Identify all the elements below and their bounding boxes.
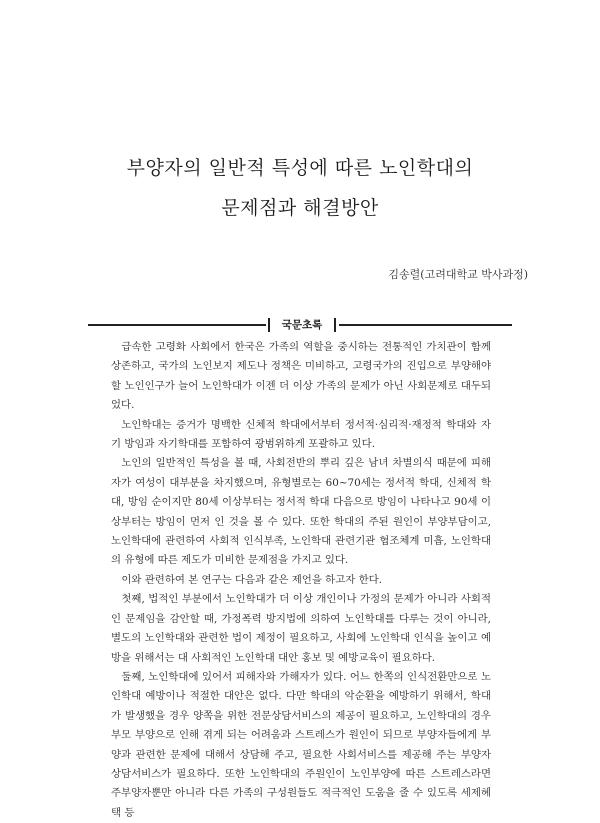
abstract-body xyxy=(111,338,491,823)
abstract-paragraph-1: 급속한 고령화 사회에서 한국은 가족의 역할을 중시하는 전통적인 가치관이 함께 상존하고, 국가의 노인보지 제도나 정책은 미비하고, 고령국가의 진입으로 부양해야 할 노인인구가 늘어 노인학대가 이젠 더 이상 가족의 문제가 아닌 사회문제로 대두되었다. xyxy=(111,341,491,412)
abstract-paragraph-6: 둘째, 노인학대에 있어서 피해자와 가해자가 있다. 어느 한쪽의 인식전환만으로 노인학대 예방이나 적절한 대안은 없다. 다만 학대의 악순환을 예방하기 위해서, 학대가 발생했을 경우 양쪽을 위한 전문상담서비스의 제공이 필요하고, 노인학대의 경우 부모 부양으로 인해 겪게 되는 어려움과 스트레스가 원인이 되므로 부양자들에게 부양과 관련한 문제에 대해서 상담해 주고, 필요한 사회서비스를 제공해 주는 부양자 상담서비스가 필요하다. 또한 노인학대의 주원인이 노인부양에 따른 스트레스라면 주부양자뿐만 아니라 다른 가족의 구성원들도 적극적인 도움을 줄 수 있도록 세제혜택 등 xyxy=(111,670,491,819)
abstract-paragraph-2: 노인학대는 증거가 명백한 신체적 학대에서부터 정서적·심리적·재정적 학대와 자기 방임과 자기학대를 포함하여 광범위하게 포괄하고 있다. xyxy=(111,418,491,451)
paper-title xyxy=(0,148,600,228)
abstract-label: 국문초록 xyxy=(281,319,323,331)
title-line-2: 문제점과 해결방안 xyxy=(221,197,379,219)
abstract-paragraph-4: 이와 관련하여 본 연구는 다음과 같은 제언을 하고자 한다. xyxy=(121,573,382,586)
header-rule-left xyxy=(88,324,266,326)
abstract-paragraph-5: 첫째, 법적인 부분에서 노인학대가 더 이상 개인이나 가정의 문제가 아니라 사회적인 문제임을 감안할 때, 가정폭력 방지법에 의하여 노인학대를 다루는 것이 아니라, 별도의 노인학대와 관련한 법이 제정이 필요하고, 사회에 노인학대 인식을 높이고 예방을 위해서는 대 사회적인 노인학대 대안 홍보 및 예방교육이 필요하다. xyxy=(111,593,491,664)
title-line-1: 부양자의 일반적 특성에 따른 노인학대의 xyxy=(126,157,474,179)
header-rule-right xyxy=(339,324,512,326)
author-affiliation: 김송렬(고려대학교 박사과정) xyxy=(388,268,528,281)
header-bracket-right xyxy=(334,318,336,332)
abstract-paragraph-3: 노인의 일반적인 특성을 볼 때, 사회전반의 뿌리 깊은 남녀 차별의식 때문에 피해자가 여성이 대부분을 차지했으며, 유형별로는 60~70세는 정서적 학대, 신체적 학대, 방임 순이지만 80세 이상부터는 정서적 학대 다음으로 방임이 나타나고 90세 이상부터는 방임이 먼저 인 것을 볼 수 있다. 또한 학대의 주된 원인이 부양부담이고, 노인학대에 관련하여 사회적 인식부족, 노인학대 관련기관 협조체계 미흡, 노인학대의 유형에 따른 제도가 미비한 문제점을 가지고 있다. xyxy=(111,457,491,567)
abstract-header xyxy=(88,317,512,333)
